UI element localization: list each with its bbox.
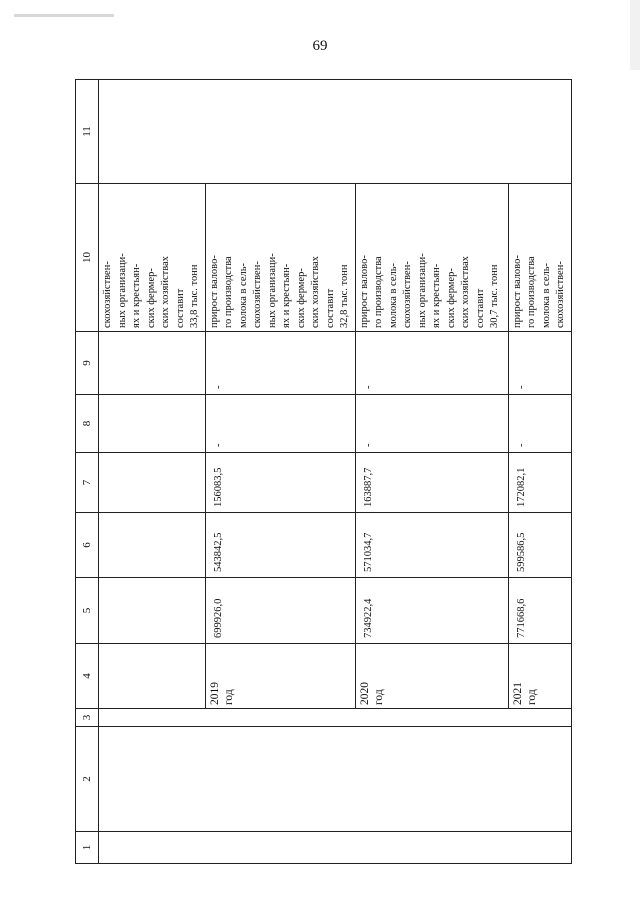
table-cell — [99, 832, 572, 864]
header-cell: 6 — [76, 513, 99, 578]
page-number: 69 — [312, 38, 328, 54]
header-row — [76, 80, 99, 864]
header-cell: 8 — [76, 395, 99, 453]
table-cell: - — [355, 332, 508, 395]
table-cell: скохозяйствен- ных организаци- ях и крестьян- ских фермер- ских хозяйствах составит 33,8 тыс. тонн — [99, 184, 206, 332]
table-cell — [99, 80, 572, 184]
table-cell — [99, 709, 572, 727]
rotated-table-container — [75, 80, 566, 864]
table-cell — [99, 727, 572, 832]
table-cell: прирост валово- го производства молока в сель- скохозяйствен- ных организаци- ях и крестьян- ских фермер- ских хозяйствах составит 32,8 тыс. тонн — [205, 184, 355, 332]
scan-artifact — [14, 14, 114, 17]
table-cell — [99, 644, 206, 709]
scan-artifact — [630, 0, 640, 70]
table-cell — [99, 578, 206, 644]
table-cell: прирост валово- го производства молока в сель- скохозяйствен- ных организаци- ях и крестьян- ских фермер- ских хозяйствах составит 30,7 тыс. тонн — [355, 184, 508, 332]
table-cell: - — [205, 395, 355, 453]
table-cell: прирост валово- го производства молока в сель- скохозяйствен- — [508, 184, 571, 332]
table-cell: 771668,6 — [508, 578, 571, 644]
table-cell: 163887,7 — [355, 453, 508, 513]
table-cell: 599586,5 — [508, 513, 571, 578]
table-cell — [99, 513, 206, 578]
table-cell: 734922,4 — [355, 578, 508, 644]
table-cell: - — [508, 332, 571, 395]
table-cell: 699926,0 — [205, 578, 355, 644]
data-table — [75, 79, 572, 864]
header-cell: 3 — [76, 709, 99, 727]
table-cell: 156083,5 — [205, 453, 355, 513]
table-cell — [99, 453, 206, 513]
header-cell: 5 — [76, 578, 99, 644]
header-cell: 2 — [76, 727, 99, 832]
table-cell: - — [355, 395, 508, 453]
table-cell: - — [205, 332, 355, 395]
table-cell: 543842,5 — [205, 513, 355, 578]
header-cell: 1 — [76, 832, 99, 864]
year-cell: 2020 год — [355, 644, 508, 709]
table-cell: 571034,7 — [355, 513, 508, 578]
header-cell: 9 — [76, 332, 99, 395]
table-cell: 172082,1 — [508, 453, 571, 513]
year-cell: 2021 год — [508, 644, 571, 709]
table-cell — [99, 395, 206, 453]
table-cell: - — [508, 395, 571, 453]
table-cell — [99, 332, 206, 395]
header-cell: 11 — [76, 80, 99, 184]
table-row — [99, 80, 206, 864]
header-cell: 4 — [76, 644, 99, 709]
header-cell: 7 — [76, 453, 99, 513]
header-cell: 10 — [76, 184, 99, 332]
year-cell: 2019 год — [205, 644, 355, 709]
